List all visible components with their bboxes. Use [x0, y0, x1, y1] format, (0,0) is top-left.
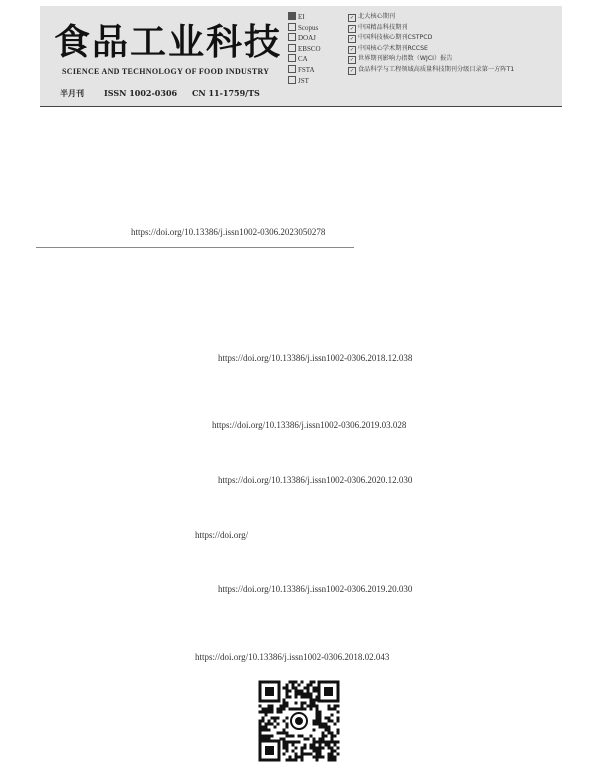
reference-doi-link[interactable]: https://doi.org/10.13386/j.issn1002-0306.2018.02.043	[195, 652, 390, 662]
checkbox-icon	[288, 76, 296, 84]
journal-title-en: SCIENCE AND TECHNOLOGY OF FOOD INDUSTRY	[62, 67, 270, 76]
core-listing-item: ✓ 中国科技核心期刊CSTPCD	[349, 34, 433, 43]
header-rule	[40, 106, 562, 107]
core-listing-item: ✓ 中国精品科技期刊	[349, 23, 408, 32]
check-icon: ✓	[349, 67, 355, 74]
reference-doi-link[interactable]: https://doi.org/10.13386/j.issn1002-0306.2018.12.038	[218, 353, 413, 363]
indexing-item: JST	[288, 76, 321, 87]
check-icon: ✓	[349, 36, 355, 43]
checkbox-icon	[288, 33, 296, 41]
checkbox-icon	[288, 44, 296, 52]
indexing-item: DOAJ	[288, 33, 321, 44]
journal-title-cn: 食品工业科技	[54, 21, 283, 63]
indexing-list	[288, 12, 321, 86]
check-icon: ✓	[349, 46, 355, 53]
article-doi-link[interactable]: https://doi.org/10.13386/j.issn1002-0306.2023050278	[131, 227, 326, 237]
reference-doi-link[interactable]: https://doi.org/10.13386/j.issn1002-0306.2019.03.028	[212, 420, 407, 430]
indexing-item: FSTA	[288, 65, 321, 76]
core-listing	[348, 12, 514, 76]
checkbox-icon	[288, 54, 296, 62]
core-listing-item: ✓ 世界期刊影响力指数（WJCI）报告	[349, 55, 453, 64]
checkbox-icon	[288, 65, 296, 73]
qr-code-icon	[258, 680, 340, 762]
checkbox-icon	[288, 12, 296, 20]
publication-frequency: 半月刊	[60, 88, 84, 98]
reference-doi-link[interactable]: https://doi.org/10.13386/j.issn1002-0306.2020.12.030	[218, 475, 413, 485]
core-listing-item: ✓ 北大核心期刊	[349, 13, 396, 21]
core-listing-item: ✓ 中国核心学术期刊RCCSE	[349, 44, 428, 53]
cn-number: CN 11-1759/TS	[192, 88, 260, 98]
reference-doi-link[interactable]: https://doi.org/	[195, 530, 249, 540]
indexing-item: CA	[288, 54, 321, 65]
check-icon: ✓	[349, 15, 355, 21]
indexing-item: Scopus	[288, 23, 321, 34]
check-icon: ✓	[349, 25, 355, 32]
check-icon: ✓	[349, 57, 355, 64]
reference-doi-link[interactable]: https://doi.org/10.13386/j.issn1002-0306.2019.20.030	[218, 584, 413, 594]
indexing-item: EBSCO	[288, 44, 321, 55]
indexing-item: EI	[288, 12, 321, 23]
core-listing-item: ✓ 食品科学与工程领域高质量科技期刊分级目录第一方阵T1	[349, 65, 515, 74]
checkbox-icon	[288, 23, 296, 31]
doi-divider	[36, 247, 354, 248]
issn: ISSN 1002-0306	[104, 88, 178, 98]
